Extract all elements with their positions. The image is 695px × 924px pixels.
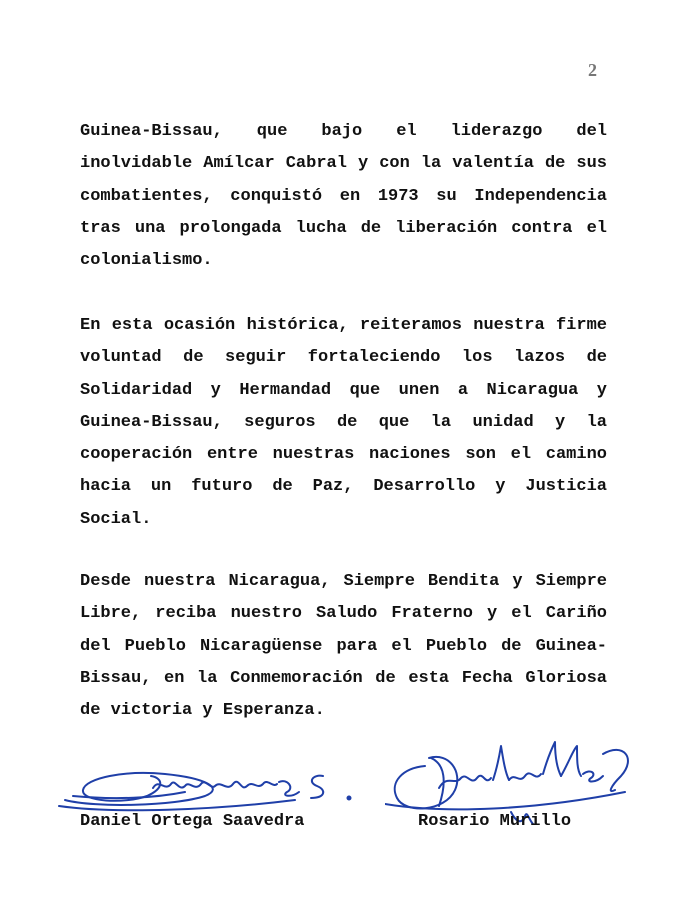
page-number: 2 [588,60,597,80]
letter-paragraph [80,310,607,536]
signatory-name-daniel-ortega: Daniel Ortega Saavedra [80,812,305,831]
signatory-name-rosario-murillo: Rosario Murillo [418,812,572,831]
signature-daniel-ortega [55,748,365,818]
paragraph-text: Desde nuestra Nicaragua, Siempre Bendita y Siempre Libre, reciba nuestro Saludo Fraterno y el Cariño del Pueblo Nicaragüense para el Pueblo de Guinea-Bissau, en la Conmemoración de esta Fecha Gloriosa de victoria y Esperanza. [80,572,607,721]
paragraph-text: En esta ocasión histórica, reiteramos nuestra firme voluntad de seguir fortaleciendo los lazos de Solidaridad y Hermandad que unen a Nicaragua y Guinea-Bissau, seguros de que la unidad y la cooperación entre nuestras naciones son el camino hacia un futuro de Paz, Desarrollo y Justicia Social. [80,316,607,529]
letter-paragraph [80,566,607,727]
paragraph-text: Guinea-Bissau, que bajo el liderazgo del inolvidable Amílcar Cabral y con la valentía de sus combatientes, conquistó en 1973 su Independencia tras una prolongada lucha de liberación contra el colonialismo. [80,122,607,271]
letter-paragraph [80,116,607,277]
